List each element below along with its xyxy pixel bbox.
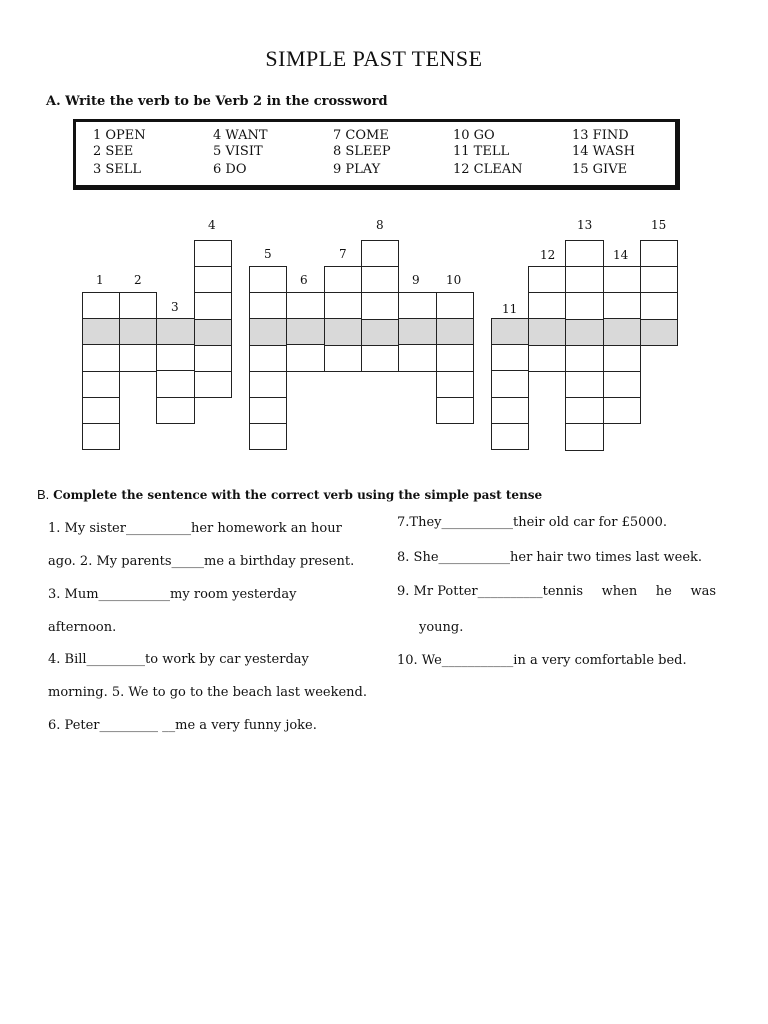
crossword-cell <box>436 292 474 319</box>
crossword-cell <box>324 345 362 372</box>
crossword-cell <box>156 344 194 371</box>
sentence-line: morning. 5. We to go to the beach last weekend. <box>48 685 367 700</box>
sentence-line: afternoon. <box>48 620 117 635</box>
clue-number: 7 <box>339 247 347 261</box>
clue-number: 10 <box>446 273 462 287</box>
sentence-word: was <box>690 584 716 599</box>
word-item: 12 CLEAN <box>453 162 523 177</box>
crossword-cell <box>119 344 157 371</box>
crossword-cell <box>565 266 603 293</box>
crossword-cell <box>491 423 529 450</box>
sentence-word: when <box>601 584 638 599</box>
section-b-heading <box>37 487 542 502</box>
crossword-cell <box>82 292 120 319</box>
sentence-line: 1. My sister__________her homework an hour <box>48 521 342 536</box>
crossword-cell <box>249 292 287 319</box>
word-item: 4 WANT <box>213 128 268 143</box>
word-item: 10 GO <box>453 128 495 143</box>
crossword-cell <box>640 319 678 346</box>
clue-number: 6 <box>300 273 308 287</box>
word-item: 1 OPEN <box>93 128 146 143</box>
sentence-word: 9. Mr Potter__________tennis <box>397 584 584 599</box>
crossword-cell <box>436 344 474 371</box>
crossword-cell <box>640 292 678 319</box>
crossword-cell <box>249 266 287 293</box>
crossword-cell <box>491 344 529 371</box>
crossword-cell <box>286 344 324 371</box>
crossword-cell <box>156 397 194 424</box>
section-a-heading: A. Write the verb to be Verb 2 in the crossword <box>46 94 388 109</box>
word-item: 13 FIND <box>572 128 629 143</box>
crossword-cell <box>194 345 232 372</box>
sentence-line <box>397 584 716 599</box>
crossword-cell <box>565 240 603 267</box>
sentence-line: 3. Mum___________my room yesterday <box>48 587 297 602</box>
crossword-cell <box>249 397 287 424</box>
crossword-cell <box>436 371 474 398</box>
crossword-cell <box>249 371 287 398</box>
crossword-cell <box>398 344 436 371</box>
crossword-cell <box>640 240 678 267</box>
clue-number: 3 <box>171 300 179 314</box>
sentence-line: young. <box>419 620 464 635</box>
crossword-cell <box>119 318 157 345</box>
word-item: 14 WASH <box>572 144 636 159</box>
crossword-cell <box>528 266 566 293</box>
sentence-word: he <box>655 584 672 599</box>
sentence-line: 8. She___________her hair two times last week. <box>397 550 703 565</box>
crossword-cell <box>436 397 474 424</box>
crossword-cell <box>324 292 362 319</box>
crossword-cell <box>528 318 566 345</box>
word-item: 6 DO <box>213 162 247 177</box>
crossword-cell <box>491 370 529 397</box>
word-item: 15 GIVE <box>572 162 628 177</box>
crossword-cell <box>194 319 232 346</box>
crossword-cell <box>361 266 399 293</box>
crossword-cell <box>82 344 120 371</box>
crossword-cell <box>565 292 603 319</box>
sentence-line: ago. 2. My parents_____me a birthday present. <box>48 554 355 569</box>
crossword-cell <box>194 371 232 398</box>
crossword-cell <box>565 371 603 398</box>
crossword-cell <box>194 240 232 267</box>
clue-number: 8 <box>376 218 384 232</box>
crossword-cell <box>565 319 603 346</box>
word-item: 7 COME <box>333 128 389 143</box>
crossword-cell <box>361 240 399 267</box>
crossword-cell <box>82 318 120 345</box>
crossword-cell <box>249 318 287 345</box>
crossword-cell <box>491 318 529 345</box>
crossword-cell <box>491 397 529 424</box>
word-item: 8 SLEEP <box>333 144 391 159</box>
crossword-cell <box>249 423 287 450</box>
crossword-cell <box>249 345 287 372</box>
crossword-cell <box>286 318 324 345</box>
clue-number: 2 <box>134 273 142 287</box>
crossword-cell <box>194 266 232 293</box>
sentence-line: 4. Bill_________to work by car yesterday <box>48 652 309 667</box>
clue-number: 14 <box>613 248 629 262</box>
crossword-cell <box>156 318 194 345</box>
crossword-cell <box>528 345 566 372</box>
crossword-cell <box>436 318 474 345</box>
crossword-cell <box>324 318 362 345</box>
page-title: SIMPLE PAST TENSE <box>265 46 483 71</box>
crossword-cell <box>603 318 641 345</box>
clue-number: 4 <box>208 218 216 232</box>
clue-number: 13 <box>577 218 593 232</box>
crossword-cell <box>286 292 324 319</box>
clue-number: 15 <box>651 218 667 232</box>
clue-number: 9 <box>412 273 420 287</box>
section-b-instruction: Complete the sentence with the correct verb using the simple past tense <box>53 488 543 502</box>
crossword-cell <box>156 370 194 397</box>
sentence-line: 7.They___________their old car for £5000. <box>397 515 668 530</box>
crossword-cell <box>361 292 399 319</box>
crossword-cell <box>565 397 603 424</box>
crossword-cell <box>119 292 157 319</box>
section-b-letter: B. <box>37 487 50 502</box>
word-item: 11 TELL <box>453 144 510 159</box>
word-item: 5 VISIT <box>213 144 263 159</box>
sentence-line: 6. Peter_________ __me a very funny joke. <box>48 718 317 733</box>
clue-number: 12 <box>540 248 556 262</box>
clue-number: 11 <box>502 302 518 316</box>
crossword-cell <box>361 345 399 372</box>
crossword-cell <box>603 397 641 424</box>
word-item: 9 PLAY <box>333 162 381 177</box>
crossword-cell <box>398 292 436 319</box>
crossword-cell <box>528 292 566 319</box>
crossword-cell <box>398 318 436 345</box>
crossword-cell <box>603 371 641 398</box>
crossword-cell <box>82 423 120 450</box>
word-list-box <box>73 119 680 190</box>
crossword-cell <box>603 292 641 319</box>
crossword-cell <box>640 266 678 293</box>
crossword-cell <box>565 423 603 450</box>
word-item: 3 SELL <box>93 162 142 177</box>
crossword-cell <box>603 345 641 372</box>
crossword-cell <box>361 319 399 346</box>
crossword-cell <box>324 266 362 293</box>
crossword-cell <box>194 292 232 319</box>
crossword-cell <box>603 266 641 293</box>
crossword-cell <box>565 345 603 372</box>
sentence-line: 10. We___________in a very comfortable bed. <box>397 653 687 668</box>
crossword-cell <box>82 397 120 424</box>
clue-number: 1 <box>96 273 104 287</box>
word-item: 2 SEE <box>93 144 134 159</box>
clue-number: 5 <box>264 247 272 261</box>
crossword-cell <box>82 371 120 398</box>
